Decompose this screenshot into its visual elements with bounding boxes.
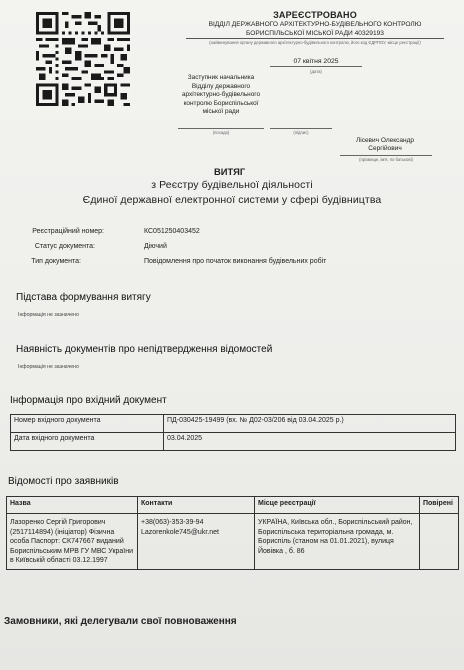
nonconfirm-heading: Наявність документів про непідтвердження відомостей (16, 344, 273, 355)
applicants-heading: Відомості про заявників (8, 476, 119, 487)
doc-type-label: Тип документа: (31, 258, 81, 265)
registration-date-caption: (дата) (310, 69, 322, 74)
signer-underline (340, 155, 432, 156)
col-address-header: Місце реєстрації (255, 497, 420, 514)
basis-heading: Підстава формування витягу (16, 292, 151, 303)
registration-stamp (180, 10, 450, 45)
position-underline (178, 128, 264, 129)
applicants-table (6, 496, 459, 570)
document-subtitle-1: з Реєстру будівельної діяльності (151, 179, 313, 191)
registration-org: ВІДДІЛ ДЕРЖАВНОГО АРХІТЕКТУРНО-БУДІВЕЛЬНОГО КОНТРОЛЮ БОРИСПІЛЬСЬКОЇ МІСЬКОЇ РАДИ 40329193 (186, 20, 444, 39)
doc-status-value: Діючий (144, 243, 167, 250)
registration-org-caption: (найменування органу державного архітектурно-будівельного контролю, його код ЄДРПОУ, місце реєстрації) (209, 40, 421, 45)
incoming-date-value: 03.04.2025 (164, 433, 456, 451)
doc-status-label: Статус документа: (34, 243, 95, 250)
delegates-heading: Замовники, які делегували свої повноваження (4, 616, 237, 627)
table-row (11, 415, 456, 433)
applicant-address: УКРАЇНА, Київська обл., Бориспільський район, Бориспільська територіальна громада, м. Бориспіль (станом на 01.01.2021), вулиця Йовівка , б. 86 (255, 514, 420, 570)
table-row (11, 433, 456, 451)
incoming-number-value: ПД-030425-19499 (вх. № Д02-03/206 від 03.04.2025 р.) (164, 415, 456, 433)
incoming-heading: Інформація про вхідний документ (10, 395, 167, 406)
incoming-date-label: Дата вхідного документа (11, 433, 164, 451)
incoming-document-table (10, 414, 456, 451)
signature-underline (270, 128, 332, 129)
document-subtitle-2: Єдиної державної електронної системи у сфері будівництва (82, 194, 382, 206)
registration-title: ЗАРЕЄСТРОВАНО (273, 10, 357, 20)
basis-note: Інформація не зазначено (18, 312, 79, 318)
col-name-header: Назва (7, 497, 138, 514)
registration-date: 07 квітня 2025 (270, 58, 362, 67)
col-attorneys-header: Повірені (420, 497, 459, 514)
official-position: Заступник начальника Відділу державного архітектурно-будівельного контролю Бориспільської міської ради (181, 74, 261, 116)
reg-number-value: КС051250403452 (144, 228, 200, 235)
qr-code (36, 12, 130, 106)
reg-number-label: Реєстраційний номер: (32, 228, 104, 235)
applicant-attorneys (420, 514, 459, 570)
nonconfirm-note: Інформація не зазначено (18, 364, 79, 370)
signer-name: Лісевич Олександр Сергійович (355, 137, 415, 153)
incoming-number-label: Номер вхідного документа (11, 415, 164, 433)
table-row (7, 514, 459, 570)
signature-caption: (підпис) (293, 130, 309, 135)
signer-caption: (прізвище, ім'я, по батькові) (359, 157, 413, 162)
table-header-row (7, 497, 459, 514)
position-caption: (посада) (212, 130, 230, 135)
document-title: ВИТЯГ (214, 166, 246, 177)
doc-type-value: Повідомлення про початок виконання будівельних робіт (144, 258, 327, 265)
col-contacts-header: Контакти (138, 497, 255, 514)
applicant-contacts: +38(063)-353-39-94 Lazorenkole745@ukr.net (138, 514, 255, 570)
applicant-name: Лазоренко Сергій Григорович (2517114894) (ініціатор) Фізична особа Паспорт: СК747667 виданий Бориспільським МРВ ГУ МВС України в Київській області 03.12.1997 (7, 514, 138, 570)
